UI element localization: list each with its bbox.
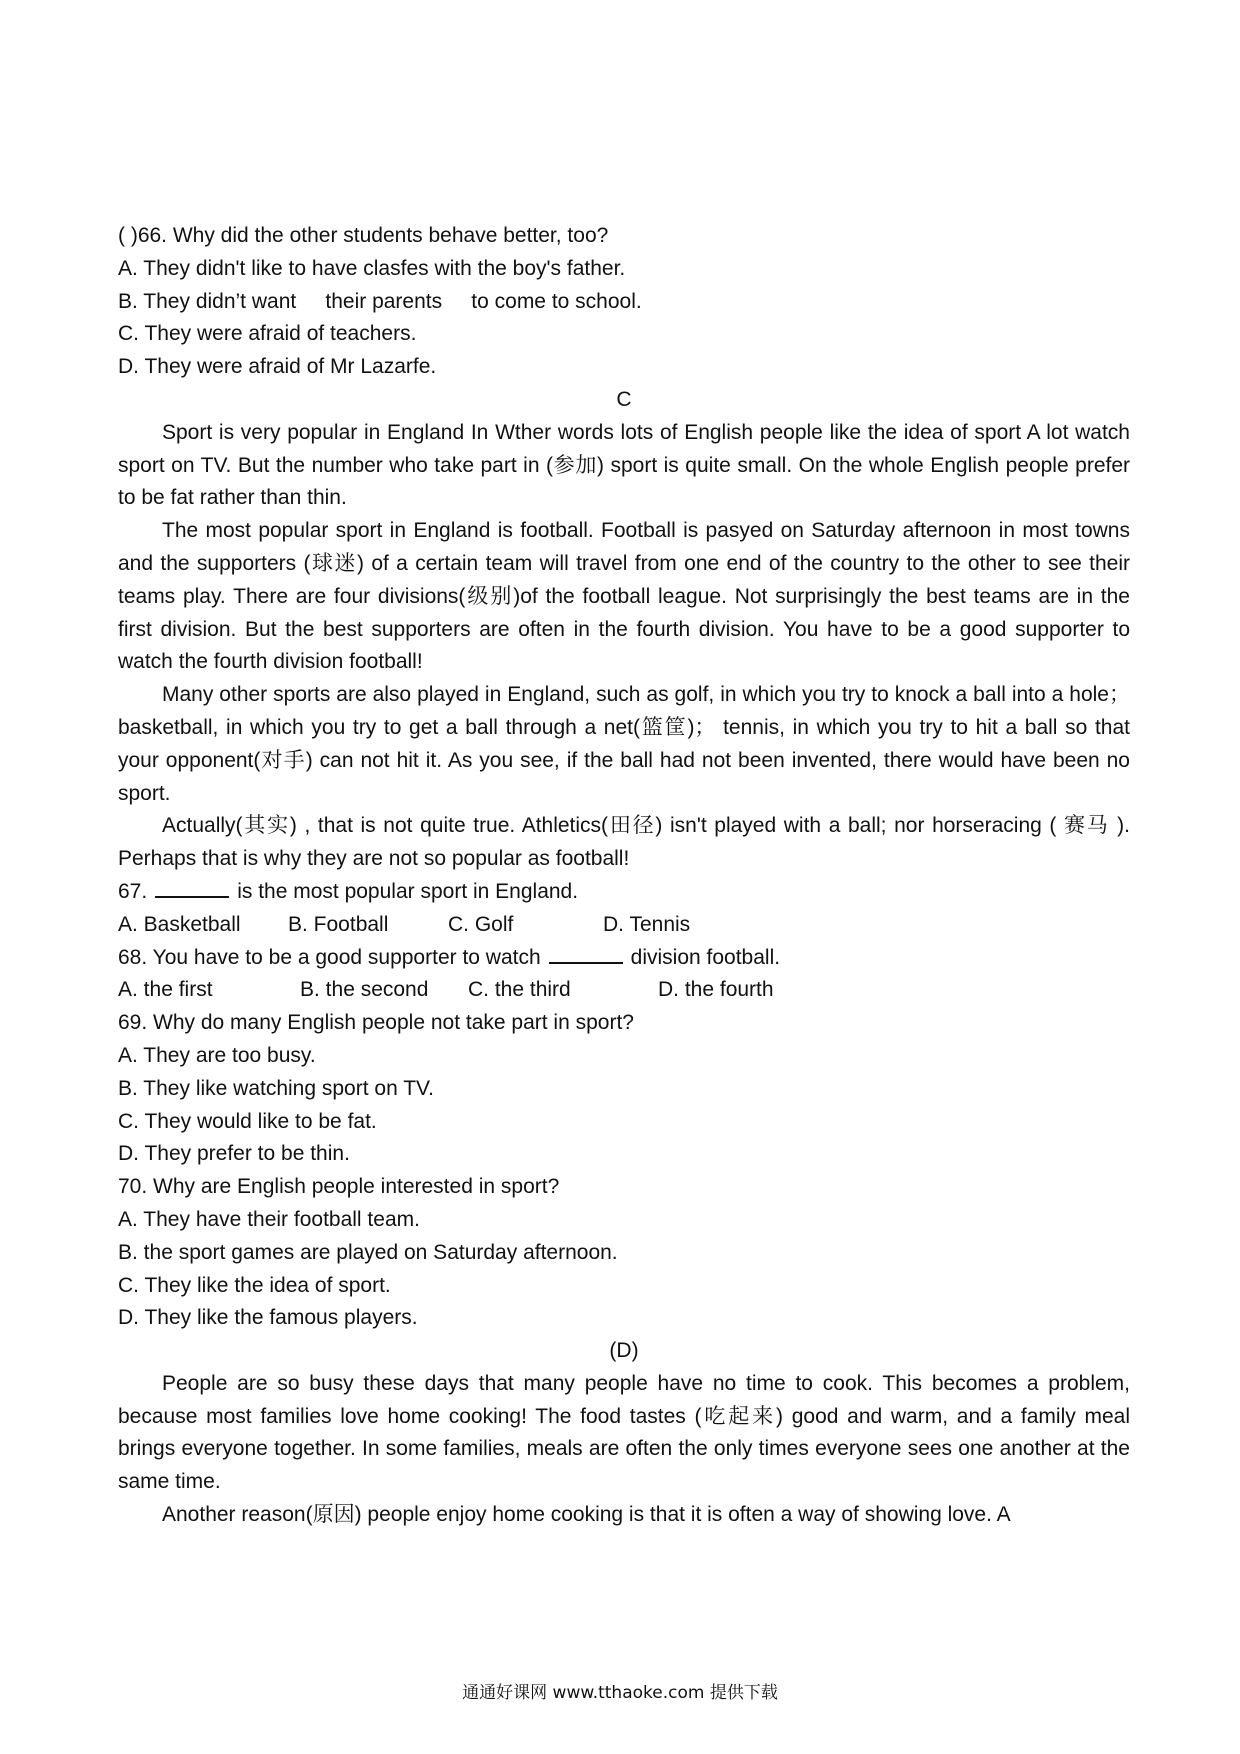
question-69-stem: 69. Why do many English people not take part in sport? bbox=[118, 1011, 634, 1035]
question-66-option-a: A. They didn't like to have clasfes with the boy's father. bbox=[118, 256, 626, 280]
question-69-option-d: D. They prefer to be thin. bbox=[118, 1142, 350, 1166]
section-c-paragraph-2: The most popular sport in England is football. Football is pasyed on Saturday afternoon in most towns and the supporters (球迷) of a certain team will travel from one end of the country to the other to see their teams play. There are four divisions(级别)of the football league. Not surprisingly the best teams are in the first division. But the best supporters are often in the fourth division. You have to be a good supporter to watch the fourth division football! bbox=[118, 519, 1130, 674]
question-70-option-a: A. They have their football team. bbox=[118, 1207, 420, 1231]
document-page bbox=[118, 220, 1130, 1532]
question-69-option-a: A. They are too busy. bbox=[118, 1043, 316, 1067]
answer-blank bbox=[155, 876, 229, 898]
question-67-number: 67. bbox=[118, 879, 148, 903]
question-67-options bbox=[118, 909, 1130, 942]
question-70-option-d: D. They like the famous players. bbox=[118, 1306, 418, 1330]
question-67-option-d: D. Tennis bbox=[603, 912, 691, 936]
section-c-heading: C bbox=[616, 387, 632, 411]
question-68-text-b: division football. bbox=[630, 945, 781, 969]
question-66-option-d: D. They were afraid of Mr Lazarfe. bbox=[118, 355, 437, 379]
question-69-option-c: C. They would like to be fat. bbox=[118, 1109, 377, 1133]
question-68-option-b: B. the second bbox=[300, 978, 429, 1002]
answer-blank bbox=[549, 942, 623, 964]
question-67-option-b: B. Football bbox=[288, 912, 389, 936]
question-68-option-a: A. the first bbox=[118, 978, 213, 1002]
question-66-stem: ( )66. Why did the other students behave better, too? bbox=[118, 224, 609, 247]
question-67-text: is the most popular sport in England. bbox=[237, 879, 579, 903]
question-68-option-d: D. the fourth bbox=[658, 978, 774, 1002]
question-66-option-b: B. They didn’t want their parents to come to school. bbox=[118, 289, 642, 313]
question-67-option-c: C. Golf bbox=[448, 912, 514, 936]
section-c-paragraph-4: Actually(其实) , that is not quite true. Athletics(田径) isn't played with a ball; nor horseracing ( 赛马 ). Perhaps that is why they are not so popular as football! bbox=[118, 814, 1130, 871]
page-footer: 通通好课网 www.tthaoke.com 提供下载 bbox=[462, 1683, 778, 1703]
question-68-option-c: C. the third bbox=[468, 978, 571, 1002]
question-68-stem bbox=[118, 942, 1130, 975]
question-70-option-c: C. They like the idea of sport. bbox=[118, 1273, 391, 1297]
section-c-paragraph-3: Many other sports are also played in England, such as golf, in which you try to knock a ball into a hole； basketball, in which you try to get a ball through a net(篮筐)； tennis, in which you try to hit a ball so that your opponent(对手) can not hit it. As you see, if the ball had not been invented, there would have been no sport. bbox=[118, 683, 1130, 805]
question-70-option-b: B. the sport games are played on Saturday afternoon. bbox=[118, 1240, 618, 1264]
question-68-text-a: 68. You have to be a good supporter to watch bbox=[118, 945, 541, 969]
question-69-option-b: B. They like watching sport on TV. bbox=[118, 1076, 434, 1100]
section-d-paragraph-2: Another reason(原因) people enjoy home cooking is that it is often a way of showing love. A bbox=[162, 1503, 1011, 1527]
question-67-stem bbox=[118, 876, 1130, 909]
section-c-paragraph-1: Sport is very popular in England In Wther words lots of English people like the idea of sport A lot watch sport on TV. But the number who take part in (参加) sport is quite small. On the whole English people prefer to be fat rather than thin. bbox=[118, 420, 1130, 510]
section-d-heading: (D) bbox=[609, 1339, 639, 1363]
question-67-option-a: A. Basketball bbox=[118, 912, 241, 936]
question-68-options bbox=[118, 974, 1130, 1007]
question-70-stem: 70. Why are English people interested in sport? bbox=[118, 1175, 560, 1199]
question-66-option-c: C. They were afraid of teachers. bbox=[118, 322, 417, 346]
section-d-paragraph-1: People are so busy these days that many people have no time to cook. This becomes a problem, because most families love home cooking! The food tastes (吃起来) good and warm, and a family meal brings everyone together. In some families, meals are often the only times everyone sees one another at the same time. bbox=[118, 1371, 1130, 1494]
